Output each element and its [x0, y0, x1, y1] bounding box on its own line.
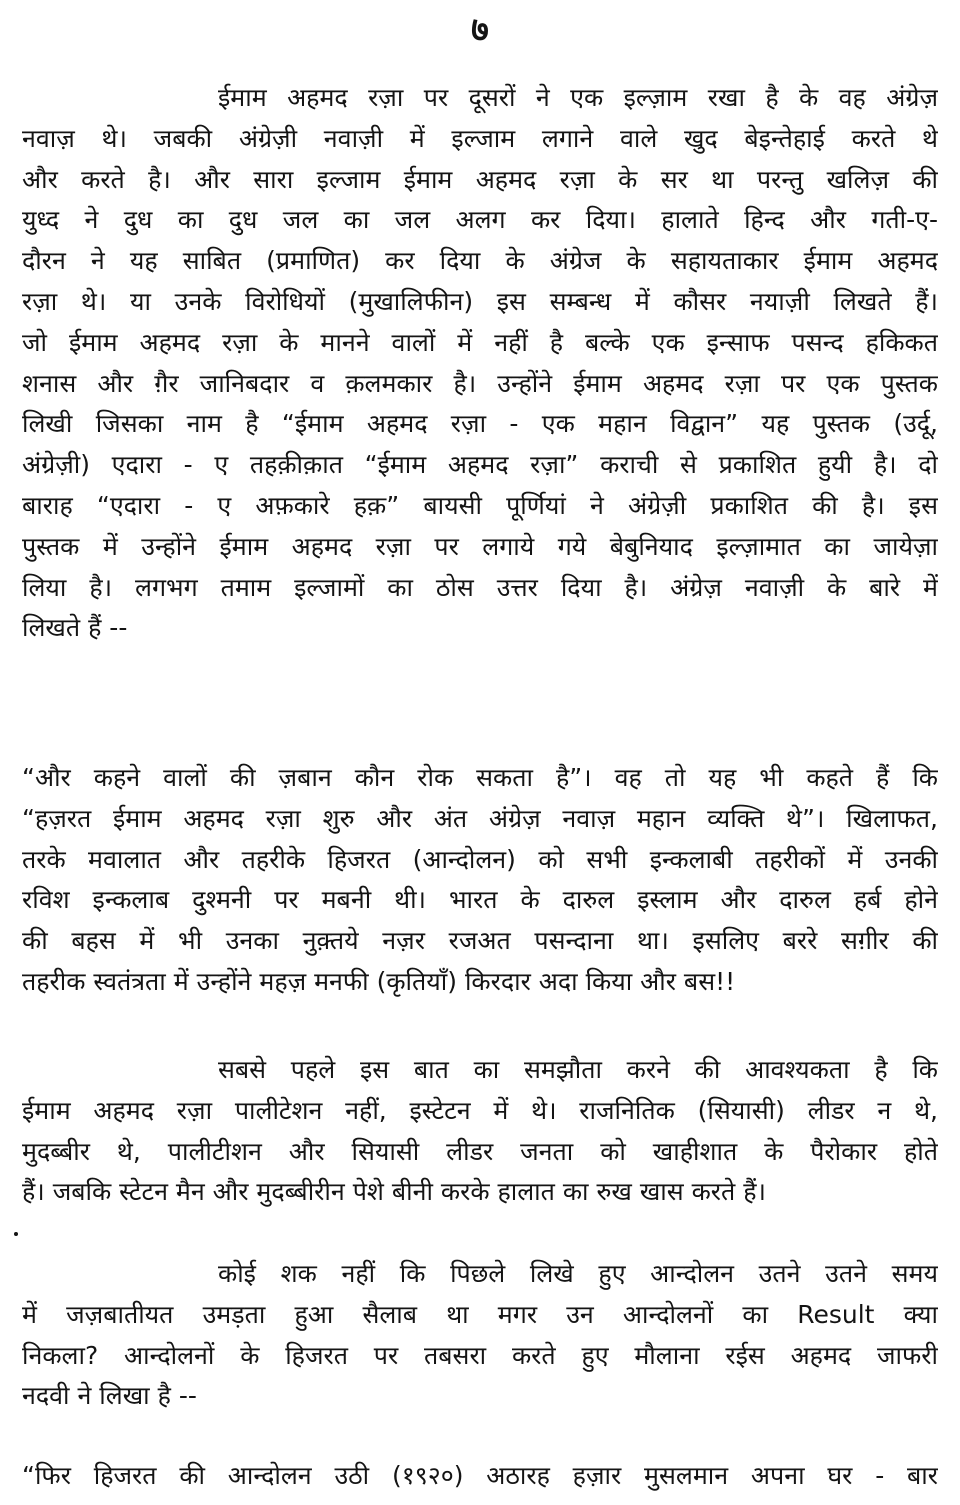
paragraph-line: “और कहने वालों की ज़बान कौन रोक सकता है”। वह तो यह भी कहते हैं कि	[22, 763, 938, 792]
paragraph-line: कोई शक नहीं कि पिछले लिखे हुए आन्दोलन उतने उतने समय	[218, 1259, 938, 1288]
paragraph-line: रज़ा थे। या उनके विरोधियों (मुखालिफीन) इस सम्बन्ध में कौसर नयाज़ी लिखते हैं।	[22, 286, 938, 316]
paragraph-line: शनास और ग़ैर जानिबदार व क़लमकार है। उन्होंने ईमाम अहमद रज़ा पर एक पुस्तक	[22, 368, 938, 398]
paragraph-line: पुस्तक में उन्होंने ईमाम अहमद रज़ा पर लगाये गये बेबुनियाद इल्ज़ामात का जायेज़ा	[22, 531, 938, 561]
paragraph-1	[22, 78, 938, 649]
paragraph-line: की बहस में भी उनका नुक़्तये नज़र रजअत पसन्दाना था। इसलिए बररे सग़ीर की	[22, 926, 938, 956]
paragraph-line: “हज़रत ईमाम अहमद रज़ा शुरु और अंत अंग्रेज़ नवाज़ महान व्यक्ति थे”। खिलाफत,	[22, 803, 938, 833]
paragraph-line: सबसे पहले इस बात का समझौता करने की आवश्यकता है कि	[218, 1055, 938, 1084]
paragraph-4	[22, 1254, 938, 1417]
paragraph-line: और करते है। और सारा इल्जाम ईमाम अहमद रज़ा के सर था परन्तु खलिज़ की	[22, 164, 938, 194]
paragraph-line: में जज़बातीयत उमड़ता हुआ सैलाब था मगर उन आन्दोलनों का Result क्या	[22, 1299, 938, 1329]
paragraph-line: “फिर हिजरत की आन्दोलन उठी (१९२०) अठारह हज़ार मुसलमान अपना घर - बार	[22, 1461, 938, 1490]
paragraph-line: लिखते हैं --	[22, 613, 128, 643]
paragraph-line: तहरीक स्वतंत्रता में उन्होंने महज़ मनफी (कृतियाँ) किरदार अदा किया और बस!!	[22, 966, 736, 996]
paragraph-line: ईमाम अहमद रज़ा पालीटेशन नहीं, इस्टेटन में थे। राजनितिक (सियासी) लीडर न थे,	[22, 1095, 938, 1125]
stray-mark	[14, 1232, 18, 1236]
paragraph-line: नवाज़ थे। जबकी अंग्रेज़ी नवाज़ी में इल्जाम लगाने वाले खुद बेइन्तेहाई करते थे	[22, 123, 938, 153]
paragraph-line: लिखी जिसका नाम है “ईमाम अहमद रज़ा - एक महान विद्वान” यह पुस्तक (उर्दू,	[22, 409, 938, 439]
paragraph-2-quote	[22, 758, 938, 1003]
paragraph-line: हैं। जबकि स्टेटन मैन और मुदब्बीरीन पेशे बीनी करके हालात का रुख खास करते हैं।	[22, 1177, 766, 1207]
paragraph-line: मुदब्बीर थे, पालीटीशन और सियासी लीडर जनता को खाहीशात के पैरोकार होते	[22, 1136, 938, 1166]
paragraph-line: तरके मवालात और तहरीके हिजरत (आन्दोलन) को सभी इन्कलाबी तहरीकों में उनकी	[22, 844, 938, 874]
paragraph-line: अंग्रेज़ी) एदारा - ए तहक़ीक़ात “ईमाम अहमद रज़ा” कराची से प्रकाशित हुयी है। दो	[22, 450, 938, 480]
page-number: ७	[471, 10, 489, 50]
paragraph-line: नदवी ने लिखा है --	[22, 1381, 197, 1411]
paragraph-line: दौरन ने यह साबित (प्रमाणित) कर दिया के अंग्रेज के सहायताकार ईमाम अहमद	[22, 246, 938, 276]
paragraph-line: युध्द ने दुध का दुध जल का जल अलग कर दिया। हालाते हिन्द और गती-ए-	[22, 205, 938, 235]
paragraph-line: रविश इन्कलाब दुश्मनी पर मबनी थी। भारत के दारुल इस्लाम और दारुल हर्ब होने	[22, 885, 938, 915]
paragraph-5-quote	[22, 1456, 938, 1497]
paragraph-line: लिया है। लगभग तमाम इल्जामों का ठोस उत्तर दिया है। अंग्रेज़ नवाज़ी के बारे में	[22, 572, 938, 602]
paragraph-3	[22, 1050, 938, 1213]
paragraph-line: ईमाम अहमद रज़ा पर दूसरों ने एक इल्ज़ाम रखा है के वह अंग्रेज़	[218, 83, 938, 112]
paragraph-line: बाराह “एदारा - ए अफ़कारे हक़” बायसी पूर्णियां ने अंग्रेज़ी प्रकाशित की है। इस	[22, 490, 938, 520]
paragraph-line: निकला? आन्दोलनों के हिजरत पर तबसरा करते हुए मौलाना रईस अहमद जाफरी	[22, 1340, 938, 1370]
paragraph-line: जो ईमाम अहमद रज़ा के मानने वालों में नहीं है बल्के एक इन्साफ पसन्द हकिकत	[22, 327, 938, 357]
